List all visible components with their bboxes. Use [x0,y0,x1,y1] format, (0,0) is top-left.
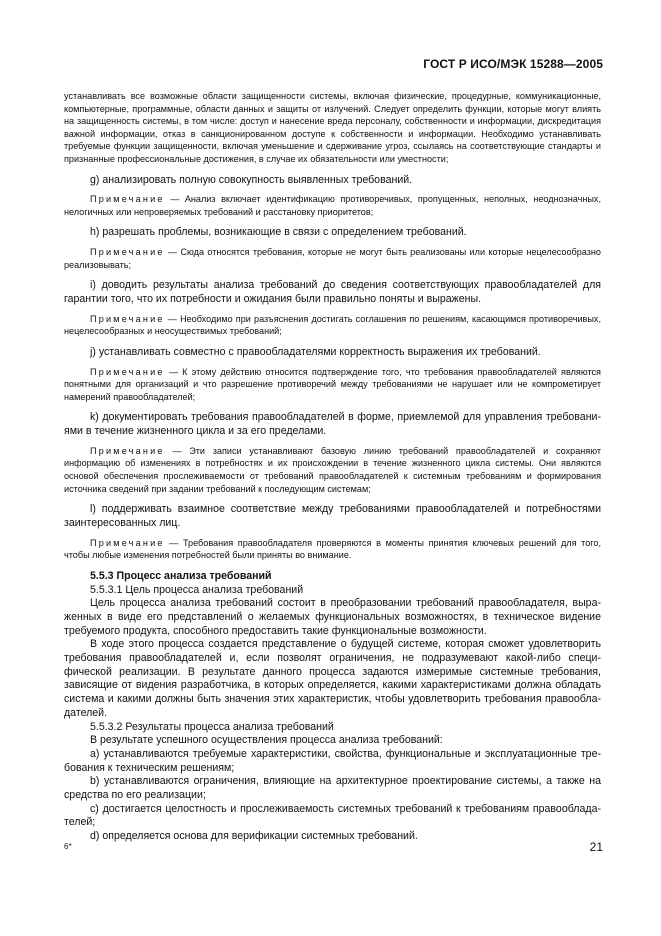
paragraph: В ходе этого процесса создается представление о будущей системе, которая сможет удовлетворить требования правообладателей и, если позволят ограничения, не подразумевают какой-либо специфической реализации. В результате данного процесса задаются измеримые системные требования, зависящие от видения разработчика, в которых определяется, какими характеристиками должна обладать система и какими должны быть значения этих характеристик, чтобы удовлетворить требования правообладателей. [64,638,601,719]
list-item-a: a) устанавливаются требуемые характеристики, свойства, функциональные и эксплуатационные требования к техническим решениям; [64,747,601,774]
list-item-j: j) устанавливать совместно с правообладателями корректность выражения их требований. [90,345,541,358]
note: Примечание — Эти записи устанавливают базовую линию требований правообладателей и сохраняют информацию об изменениях в потребностях и их происхождении в течение жизненного цикла системы. Они являются основой обеспечения прослеживаемости от требований правообладателей к системным требованиям и формирования источника сведений при задании требований к последующим системам; [64,445,601,494]
note: Примечание — Требования правообладателя проверяются в моменты принятия ключевых решений для того, чтобы любые изменения потребностей были приняты во внимание. [64,537,601,561]
subsection-title: 5.5.3.1 Цель процесса анализа требований [90,583,304,596]
page-body [64,90,601,844]
note-label: Примечание [90,366,165,377]
page-number: 21 [589,840,603,854]
document-id-header: ГОСТ Р ИСО/МЭК 15288—2005 [423,57,603,71]
list-item-g: g) анализировать полную совокупность выявленных требований. [90,173,413,186]
list-item-c: c) достигается целостность и прослеживаемость системных требований к требованиям правообладателей; [64,802,601,829]
list-item-l: l) поддерживать взаимное соответствие между требованиями правообладателей и потребностями заинтересованных лиц. [64,503,601,529]
paragraph: Цель процесса анализа требований состоит в преобразовании требований правообладателя, выраженных в виде его представлений о желаемых функциональных возможностях, в техническое видение требуемого продукта, способного предоставить такие функциональные возможности. [64,597,601,637]
section-heading: 5.5.3 Процесс анализа требований [90,569,272,582]
note: Примечание — Сюда относятся требования, которые не могут быть реализованы или которые нецелесообразно реализовывать; [64,247,601,270]
note-label: Примечание [90,537,165,548]
note: Примечание — Необходимо при разъяснения достигать соглашения по решениям, касающимся противоречивых, нецелесообразных и неосуществимых требований; [64,313,601,337]
list-item-b: b) устанавливаются ограничения, влияющие на архитектурное проектирование системы, а также на средства по его реализации; [64,775,601,802]
list-item-d: d) определяется основа для верификации системных требований. [90,830,418,843]
paragraph: В результате успешного осуществления процесса анализа требований: [90,734,443,747]
list-item-k: k) документировать требования правообладателей в форме, приемлемой для управления требованиями в течение жизненного цикла и за его пределами. [64,411,601,438]
note-text: Анализ включает идентификацию противоречивых, пропущенных, неполных, неоднозначных, нелогичных или непроверяемых требований и расстановку приоритетов; [64,194,601,217]
note-text: Эти записи устанавливают базовую линию требований правообладателей и сохраняют информацию об изменениях в потребностях и их происхождении в течение жизненного цикла системы. Они являются основой обеспечения прослеживаемости от требований правообладателей к системным требованиям и формирования источника сведений при задании требований к последующим системам; [64,445,601,494]
note: Примечание — Анализ включает идентификацию противоречивых, пропущенных, неполных, неоднозначных, нелогичных или непроверяемых требований и расстановку приоритетов; [64,194,601,217]
note-text: Требования правообладателя проверяются в моменты принятия ключевых решений для того, чтобы любые изменения потребностей были приняты во внимание. [64,537,601,561]
note-text: Необходимо при разъяснения достигать соглашения по решениям, касающимся противоречивых, нецелесообразных и неосуществимых требований; [64,313,601,337]
signature-mark: 6* [64,842,72,851]
note-label: Примечание [90,194,165,205]
note: Примечание — К этому действию относится подтверждение того, что требования правообладателей являются понятными для организаций и что разрешение противоречий между требованиями не нарушает или не компрометирует намерений правообладателей; [64,366,601,402]
paragraph: устанавливать все возможные области защищенности системы, включая физические, процедурные, коммуникационные, компьютерные, программные, области данных и защиты от излучений. Следует определить функции, которые могут влиять на защищенность системы, в том числе: доступ и нанесение вреда персоналу, собственности и информации, дискредитация важной информации, отказ в санкционированном доступе к собственности и информации. Необходимо устанавливать требуемые функции защищенности, включая уменьшение и сдерживание угроз, ссылаясь на соответствующие стандарты и признанные профессиональные достижения, в случае их обязательности или уместности; [64,91,601,164]
note-label: Примечание [90,247,165,258]
list-item-i: i) доводить результаты анализа требований до сведения соответствующих правообладателей для гарантии того, что их потребности и ожидания были правильно поняты и выражены. [64,279,601,306]
note-text: К этому действию относится подтверждение того, что требования правообладателей являются понятными для организаций и что разрешение противоречий между требованиями не нарушает или не компрометирует намерений правообладателей; [64,366,601,402]
list-item-h: h) разрешать проблемы, возникающие в связи с определением требований. [90,226,467,239]
note-label: Примечание [90,313,165,324]
note-label: Примечание [90,445,165,456]
note-text: Сюда относятся требования, которые не могут быть реализованы или которые нецелесообразно реализовывать; [64,247,601,270]
subsection-title: 5.5.3.2 Результаты процесса анализа требований [90,720,334,733]
